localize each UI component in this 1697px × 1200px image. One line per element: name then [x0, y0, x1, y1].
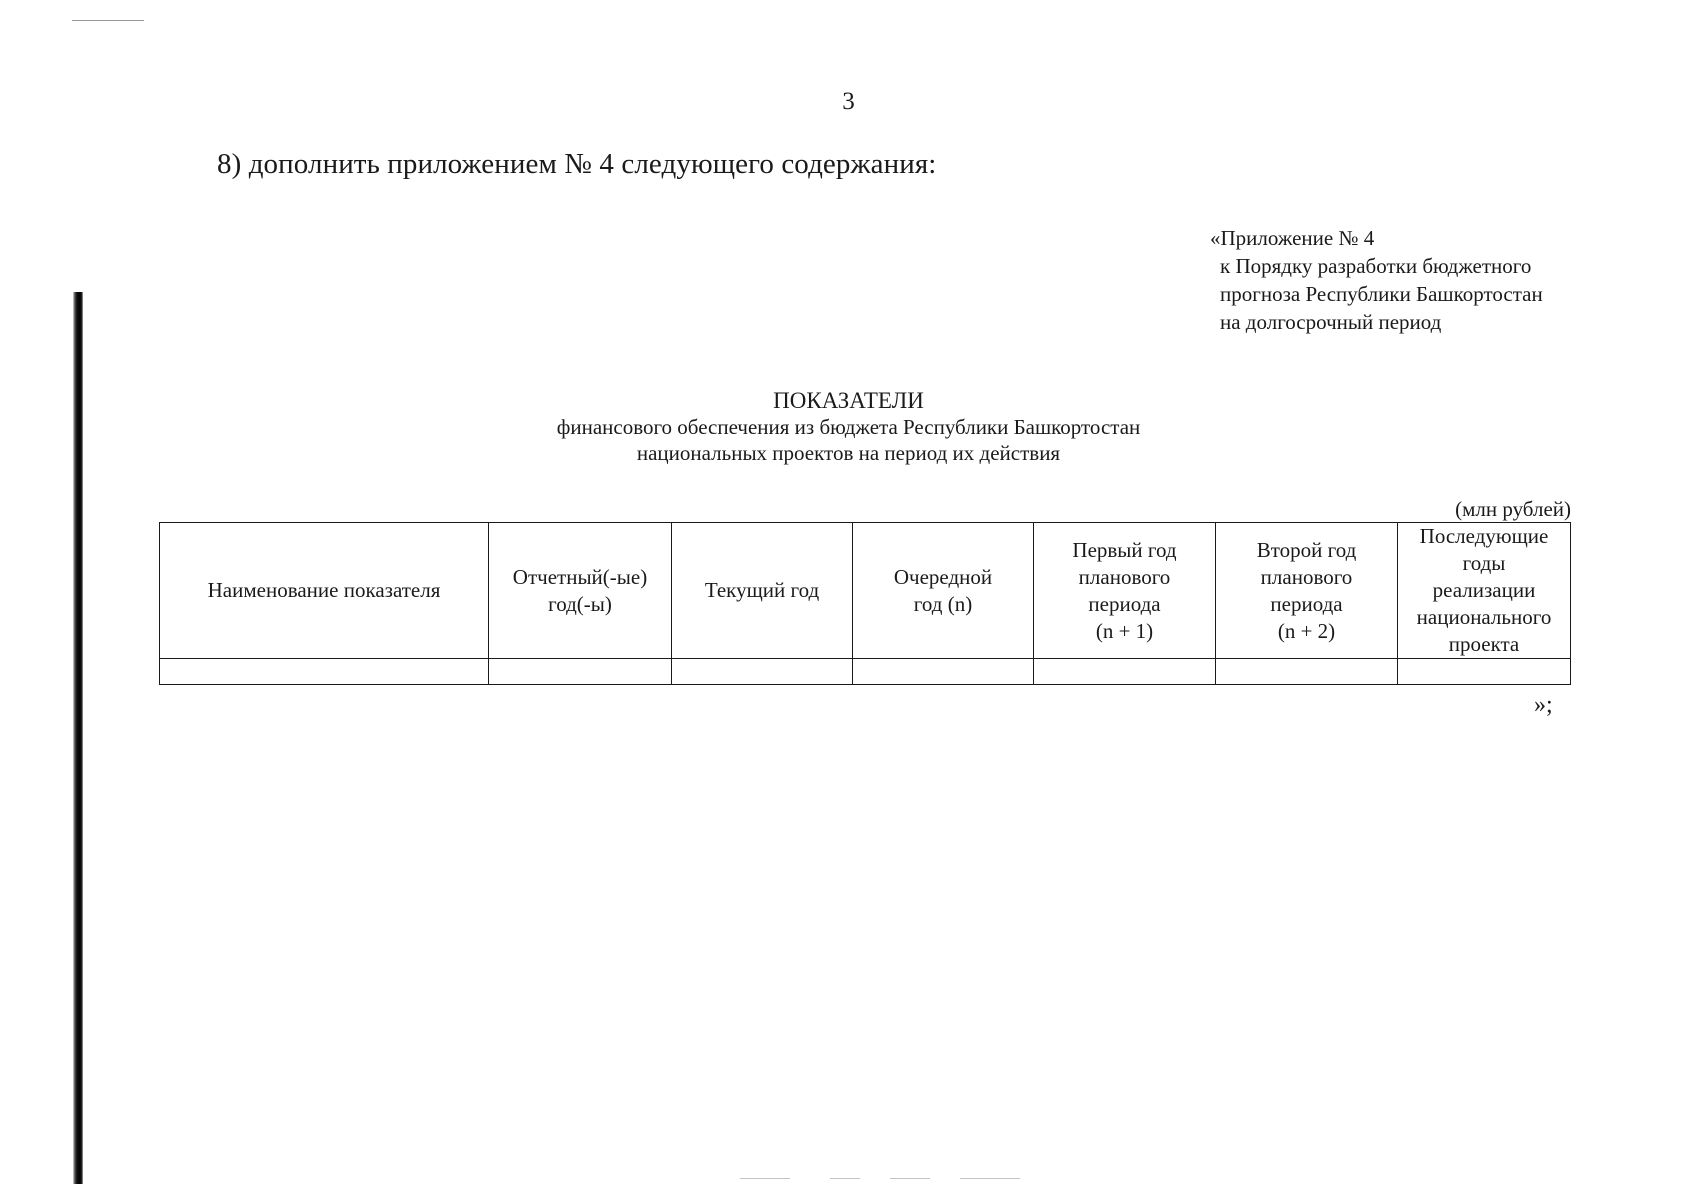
col-header-subsequent-years: Последующие годы реализации национального проекта [1398, 523, 1571, 659]
closing-quote: »; [1534, 692, 1553, 718]
col-header-second-plan-year: Второй год планового периода (n + 2) [1216, 523, 1398, 659]
annex-line-3: прогноза Республики Башкортостан [1220, 282, 1543, 306]
col-header-current-year: Текущий год [672, 523, 853, 659]
table-cell [672, 659, 853, 685]
indicators-table-wrapper [159, 522, 1570, 685]
table-cell [853, 659, 1034, 685]
table-cell [1034, 659, 1216, 685]
annex-line-2: к Порядку разработки бюджетного [1220, 254, 1532, 278]
scan-artifact-bottom [740, 1178, 790, 1179]
col-header-first-plan-year: Первый год планового периода (n + 1) [1034, 523, 1216, 659]
annex-line-4: на долгосрочный период [1220, 310, 1442, 334]
scan-artifact-top [72, 20, 144, 21]
col-header-next-year: Очередной год (n) [853, 523, 1034, 659]
heading-line-2: финансового обеспечения из бюджета Республики Башкортостан [556, 415, 1141, 439]
units-label: (млн рублей) [1455, 497, 1571, 521]
table-cell [489, 659, 672, 685]
indicators-table [159, 522, 1571, 685]
table-cell [1216, 659, 1398, 685]
col-header-reporting-years: Отчетный(-ые) год(-ы) [489, 523, 672, 659]
table-header-row [160, 523, 1571, 659]
scan-artifact-bottom [830, 1178, 860, 1179]
table-cell [1398, 659, 1571, 685]
table-cell [160, 659, 489, 685]
scan-artifact-bottom [960, 1178, 1020, 1179]
col-header-indicator-name: Наименование показателя [160, 523, 489, 659]
annex-reference [1210, 224, 1543, 336]
heading-title: ПОКАЗАТЕЛИ [773, 388, 924, 413]
page-number: 3 [842, 88, 855, 115]
document-heading [0, 388, 1697, 466]
annex-line-1: «Приложение № 4 [1210, 226, 1375, 250]
table-row [160, 659, 1571, 685]
amendment-intro: 8) дополнить приложением № 4 следующего содержания: [217, 148, 937, 180]
heading-line-3: национальных проектов на период их действия [636, 441, 1061, 465]
scan-artifact-bottom [890, 1178, 930, 1179]
